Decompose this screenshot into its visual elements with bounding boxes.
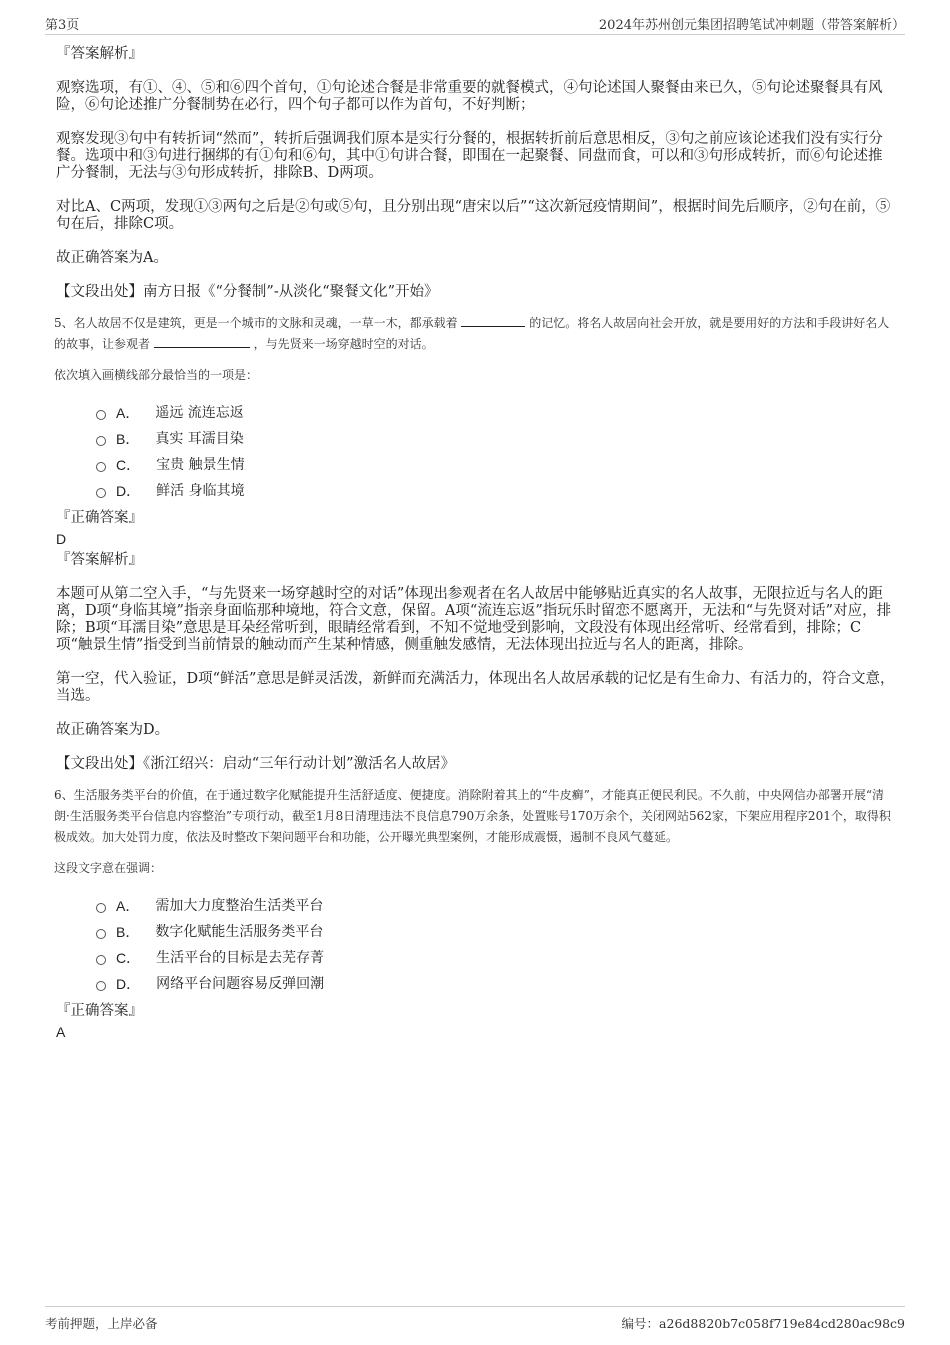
q5-stem — [54, 313, 896, 355]
q5-option-c[interactable]: C． 宝贵 触景生情 — [96, 452, 896, 478]
q6-answer: A — [56, 1024, 66, 1040]
radio-icon[interactable] — [96, 436, 106, 446]
q5-analysis-para-2: 第一空，代入验证，D项“鲜活”意思是鲜灵活泼，新鲜而充满活力，体现出名人故居承载的记忆是有生命力、有活力的，符合文意，当选。 — [56, 671, 895, 704]
q5-blank-2 — [154, 335, 250, 348]
q6-option-d[interactable]: D． 网络平台问题容易反弹回潮 — [96, 971, 896, 997]
footer-slogan: 考前押题，上岸必备 — [45, 1316, 158, 1331]
q6-option-c[interactable]: C． 生活平台的目标是去芜存菁 — [96, 945, 896, 971]
q4-analysis-para-2: 观察发现③句中有转折词“然而”，转折后强调我们原本是实行分餐的，根据转折前后意思相反，③句之前应该论述我们没有实行分餐。选项中和③句进行捆绑的有①句和⑥句，其中①句讲合餐，即围在一起聚餐、同盘而食，可以和③句形成转折，而⑥句论述推广分餐制，无法与③句形成转折，排除B、D两项。 — [56, 131, 883, 181]
q6-answer-heading: 『正确答案』 — [56, 1003, 143, 1019]
q4-source: 【文段出处】南方日报《“分餐制”-从淡化“聚餐文化”开始》 — [56, 284, 439, 300]
q5-option-a[interactable]: A． 遥远 流连忘返 — [96, 400, 896, 426]
q5-stem-part-3: ，与先贤来一场穿越时空的对话。 — [253, 337, 434, 351]
q5-analysis-heading: 『答案解析』 — [56, 552, 143, 568]
q5-source: 【文段出处】《浙江绍兴：启动“三年行动计划”激活名人故居》 — [56, 756, 456, 772]
page-footer — [45, 1306, 905, 1331]
q6-option-b[interactable]: B． 数字化赋能生活服务类平台 — [96, 919, 896, 945]
q6-prompt: 这段文字意在强调： — [54, 861, 163, 875]
q5-option-b[interactable]: B． 真实 耳濡目染 — [96, 426, 896, 452]
radio-icon[interactable] — [96, 955, 106, 965]
document-title: 2024年苏州创元集团招聘笔试冲刺题（带答案解析） — [598, 18, 905, 33]
q5-stem-part-2: 的记忆。将名人故居向社会开放，就是要用好的方法和手段讲好名人的故事，让参观者 — [54, 316, 890, 351]
radio-icon[interactable] — [96, 410, 106, 420]
radio-icon[interactable] — [96, 462, 106, 472]
document-code: 编号：a26d8820b7c058f719e84cd280ac98c9 — [621, 1316, 905, 1331]
radio-icon[interactable] — [96, 981, 106, 991]
radio-icon[interactable] — [96, 488, 106, 498]
q6-stem: 6、生活服务类平台的价值，在于通过数字化赋能提升生活舒适度、便捷度。消除附着其上的“牛皮癣”，才能真正便民利民。不久前，中央网信办部署开展“清朗·生活服务类平台信息内容整治”专项行动，截至1月8日清理违法不良信息790万余条，处置账号170万余个，关闭网站562家，下架应用程序201个，取得积极成效。加大处罚力度，依法及时整改下架问题平台和功能，公开曝光典型案例，才能形成震慑，遏制不良风气蔓延。 — [54, 788, 891, 844]
q5-conclusion: 故正确答案为D。 — [56, 722, 170, 738]
q5-prompt: 依次填入画横线部分最恰当的一项是： — [54, 368, 259, 382]
radio-icon[interactable] — [96, 903, 106, 913]
q5-stem-part-1: 5、名人故居不仅是建筑，更是一个城市的文脉和灵魂，一草一木，都承载着 — [54, 316, 458, 330]
q5-answer: D — [56, 531, 67, 547]
q5-option-d[interactable]: D． 鲜活 身临其境 — [96, 478, 896, 504]
page-content — [56, 46, 896, 1041]
q5-analysis-para-1: 本题可从第二空入手，“与先贤来一场穿越时空的对话”体现出参观者在名人故居中能够贴近真实的名人故事，无限拉近与名人的距离，D项“身临其境”指亲身面临那种境地，符合文意，保留。A项“流连忘返”指玩乐时留恋不愿离开，无法和“与先贤对话”对应，排除；B项“耳濡目染”意思是耳朵经常听到，眼睛经常看到，不知不觉地受到影响，文段没有体现出经常听、经常看到，排除；C项“触景生情”指受到当前情景的触动而产生某种情感，侧重触发感情，无法体现出拉近与名人的距离，排除。 — [56, 586, 892, 653]
q4-analysis-para-3: 对比A、C两项，发现①③两句之后是②句或⑤句，且分别出现“唐宋以后”“这次新冠疫情期间”，根据时间先后顺序，②句在前，⑤句在后，排除C项。 — [56, 199, 891, 232]
page-number: 第3页 — [45, 18, 80, 33]
q4-analysis-para-1: 观察选项，有①、④、⑤和⑥四个首句，①句论述合餐是非常重要的就餐模式，④句论述国人聚餐由来已久，⑤句论述聚餐具有风险，⑥句论述推广分餐制势在必行，四个句子都可以作为首句，不好判断； — [56, 80, 883, 113]
q5-answer-heading: 『正确答案』 — [56, 510, 143, 526]
radio-icon[interactable] — [96, 929, 106, 939]
page-header — [45, 12, 905, 35]
q6-option-a[interactable]: A． 需加大力度整治生活类平台 — [96, 893, 896, 919]
q6-options — [56, 893, 896, 997]
q5-options — [56, 400, 896, 504]
q4-conclusion: 故正确答案为A。 — [56, 250, 168, 266]
q4-analysis-heading: 『答案解析』 — [56, 46, 143, 62]
q5-blank-1 — [461, 314, 525, 327]
